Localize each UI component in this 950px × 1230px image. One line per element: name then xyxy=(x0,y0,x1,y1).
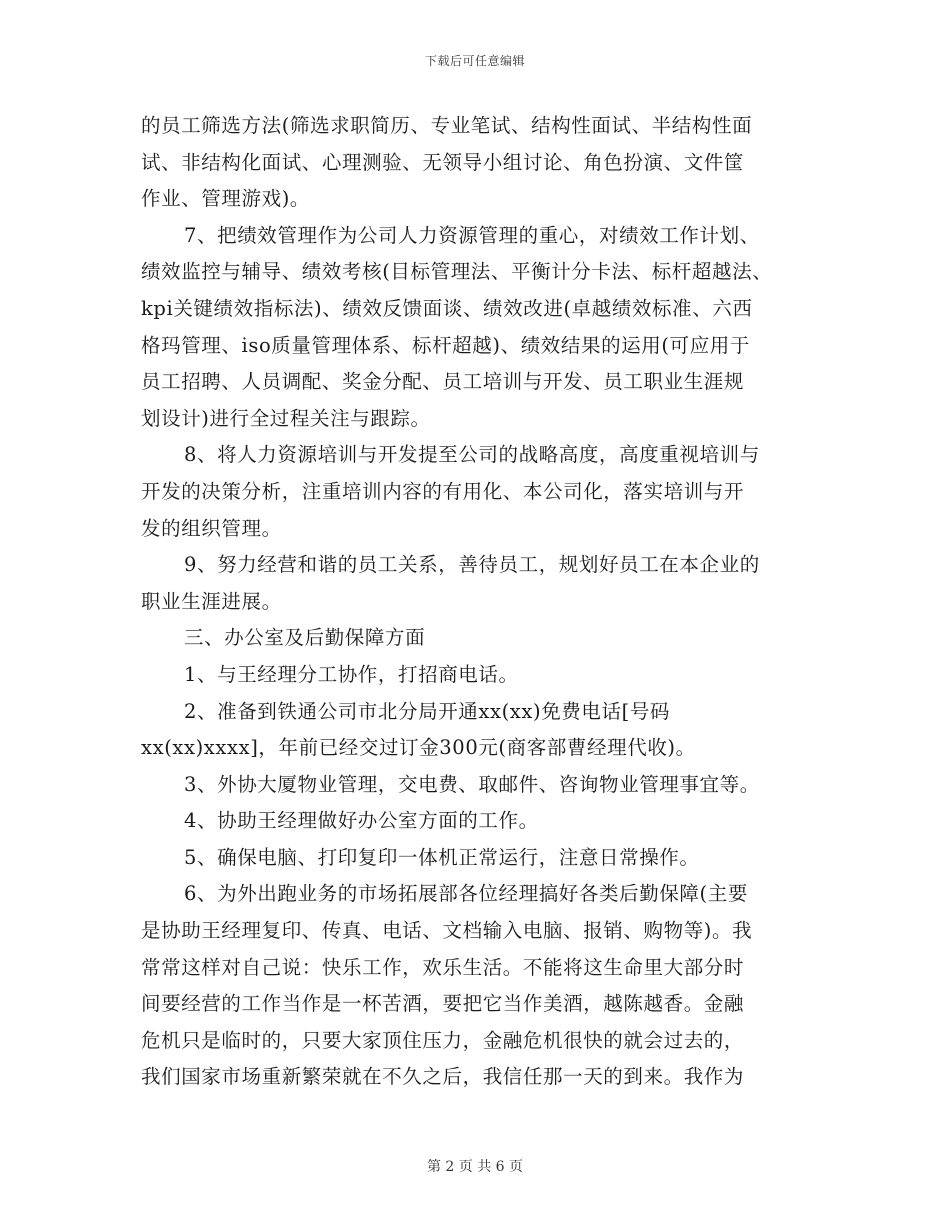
text-line: 三、办公室及后勤保障方面 xyxy=(184,626,426,650)
document-body xyxy=(141,108,811,1096)
text-line: 绩效监控与辅导、绩效考核(目标管理法、平衡计分卡法、标杆超越法、 xyxy=(141,260,773,284)
text-line: 的员工筛选方法(筛选求职简历、专业笔试、结构性面试、半结构性面 xyxy=(141,114,753,137)
text-line: kpi关键绩效指标法)、绩效反馈面谈、绩效改进(卓越绩效标准、六西 xyxy=(141,296,753,320)
text-line: 是协助王经理复印、传真、电话、文档输入电脑、报销、购物等)。我 xyxy=(141,919,753,943)
text-line: 作业、管理游戏)。 xyxy=(141,187,311,211)
text-line: 9、努力经营和谐的员工关系，善待员工，规划好员工在本企业的 xyxy=(184,553,760,577)
text-line: 试、非结构化面试、心理测验、无领导小组讨论、角色扮演、文件筐 xyxy=(141,150,745,174)
text-line: 4、协助王经理做好办公室方面的工作。 xyxy=(184,809,539,833)
text-line: 5、确保电脑、打印复印一体机正常运行，注意日常操作。 xyxy=(184,845,700,869)
text-line: 格玛管理、iso质量管理体系、标杆超越)、绩效结果的运用(可应用于 xyxy=(141,333,750,357)
text-line: xx(xx)xxxx]，年前已经交过订金300元(商客部曹经理代收)。 xyxy=(141,736,696,760)
text-line: 2、准备到铁通公司市北分局开通xx(xx)免费电话[号码 xyxy=(184,699,671,723)
text-line: 开发的决策分析，注重培训内容的有用化、本公司化，落实培训与开 xyxy=(141,479,745,503)
text-line: 员工招聘、人员调配、奖金分配、员工培训与开发、员工职业生涯规 xyxy=(141,370,745,394)
text-line: 6、为外出跑业务的市场拓展部各位经理搞好各类后勤保障(主要 xyxy=(184,882,748,906)
text-line: 职业生涯进展。 xyxy=(141,589,282,613)
text-line: 划设计)进行全过程关注与跟踪。 xyxy=(141,406,431,430)
text-line: 8、将人力资源培训与开发提至公司的战略高度，高度重视培训与 xyxy=(184,443,760,467)
text-line: 常常这样对自己说：快乐工作，欢乐生活。不能将这生命里大部分时 xyxy=(141,955,745,979)
text-line: 我们国家市场重新繁荣就在不久之后，我信任那一天的到来。我作为 xyxy=(141,1065,745,1089)
page-number-footer: 第 2 页 共 6 页 xyxy=(426,1159,524,1175)
text-line: 7、把绩效管理作为公司人力资源管理的重心，对绩效工作计划、 xyxy=(184,223,760,247)
text-line: 1、与王经理分工协作，打招商电话。 xyxy=(184,662,519,686)
text-line: 间要经营的工作当作是一杯苦酒，要把它当作美酒，越陈越香。金融 xyxy=(141,992,745,1016)
page-header-note: 下载后可任意编辑 xyxy=(424,54,525,68)
text-line: 发的组织管理。 xyxy=(141,516,282,540)
text-line: 危机只是临时的，只要大家顶住压力，金融危机很快的就会过去的， xyxy=(141,1028,745,1052)
text-line: 3、外协大厦物业管理，交电费、取邮件、咨询物业管理事宜等。 xyxy=(184,772,760,796)
